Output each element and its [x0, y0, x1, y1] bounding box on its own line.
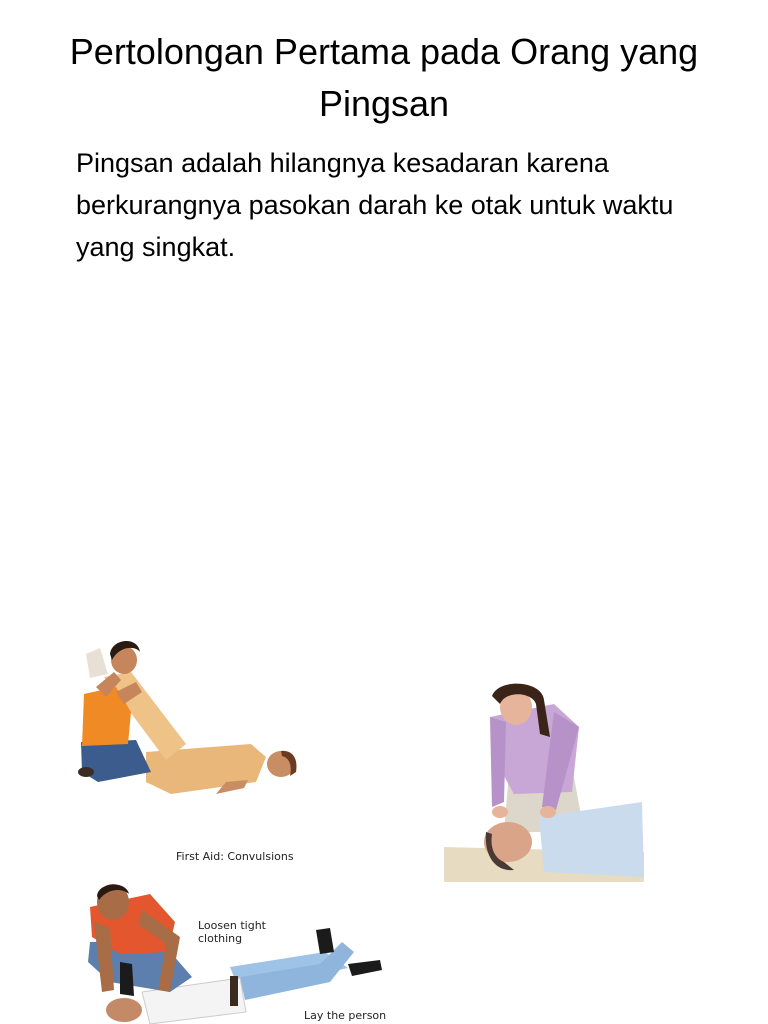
- loosen-clothing-caption: Loosen tight clothing: [198, 919, 266, 945]
- convulsions-caption: First Aid: Convulsions: [176, 850, 294, 863]
- slide-title: Pertolongan Pertama pada Orang yang Pingsan: [69, 31, 699, 124]
- leg-raise-illustration: [76, 632, 302, 802]
- lay-person-caption: Lay the person: [304, 1009, 387, 1022]
- loosen-clothing-illustration: [80, 882, 390, 1024]
- slide-body-text: Pingsan adalah hilangnya kesadaran karena berkurangnya pasokan darah ke otak untuk waktu yang singkat.: [76, 148, 674, 262]
- cpr-illustration: [444, 682, 644, 882]
